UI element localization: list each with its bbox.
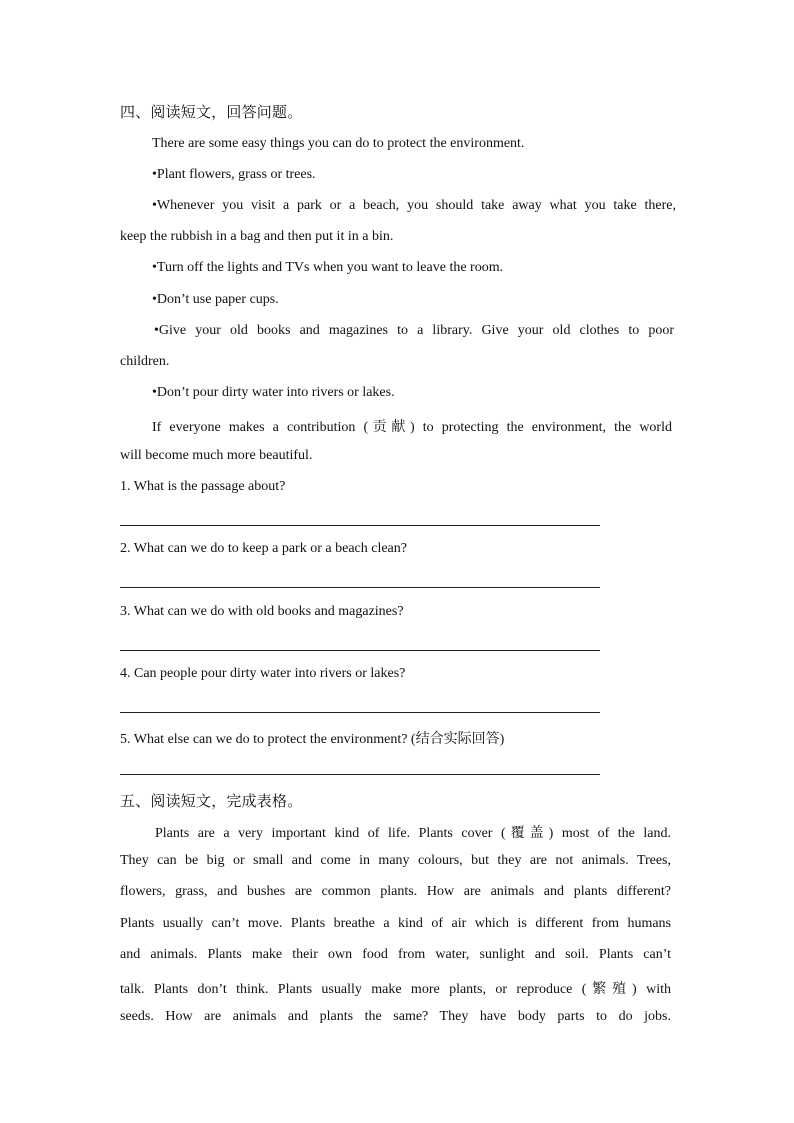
question-1: 1. What is the passage about? [120, 479, 286, 494]
answer-line-5[interactable] [120, 774, 600, 775]
passage-line: If everyone makes a contribution (贡献) to protecting the environment, the world [152, 420, 672, 435]
passage-line: •Don’t use paper cups. [152, 292, 279, 307]
answer-line-1[interactable] [120, 525, 600, 526]
question-5: 5. What else can we do to protect the environment? (结合实际回答) [120, 732, 505, 747]
passage-line: children. [120, 354, 170, 369]
section4-heading: 四、阅读短文，回答问题。 [120, 103, 303, 121]
passage2-line: talk. Plants don’t think. Plants usually make more plants, or reproduce (繁殖) with [120, 982, 671, 997]
question-4: 4. Can people pour dirty water into rivers or lakes? [120, 666, 406, 681]
passage2-line: They can be big or small and come in many colours, but they are not animals. Trees, [120, 853, 671, 868]
passage2-line: flowers, grass, and bushes are common plants. How are animals and plants different? [120, 884, 671, 899]
passage-line: •Give your old books and magazines to a library. Give your old clothes to poor [154, 323, 674, 338]
passage2-line: and animals. Plants make their own food from water, sunlight and soil. Plants can’t [120, 947, 671, 962]
passage-line: will become much more beautiful. [120, 448, 313, 463]
question-3: 3. What can we do with old books and magazines? [120, 604, 404, 619]
answer-line-3[interactable] [120, 650, 600, 651]
answer-line-2[interactable] [120, 587, 600, 588]
passage2-line: Plants are a very important kind of life. Plants cover (覆盖) most of the land. [155, 826, 671, 841]
answer-line-4[interactable] [120, 712, 600, 713]
passage-line: •Don’t pour dirty water into rivers or lakes. [152, 385, 395, 400]
question-2: 2. What can we do to keep a park or a beach clean? [120, 541, 407, 556]
section5-heading: 五、阅读短文，完成表格。 [120, 792, 303, 810]
passage-line: •Turn off the lights and TVs when you want to leave the room. [152, 260, 504, 275]
passage2-line: seeds. How are animals and plants the same? They have body parts to do jobs. [120, 1009, 671, 1024]
passage2-line: Plants usually can’t move. Plants breathe a kind of air which is different from humans [120, 916, 671, 931]
passage-line: keep the rubbish in a bag and then put it in a bin. [120, 229, 394, 244]
passage-line: •Whenever you visit a park or a beach, you should take away what you take there, [152, 198, 676, 213]
passage-line: There are some easy things you can do to protect the environment. [152, 136, 525, 151]
passage-line: •Plant flowers, grass or trees. [152, 167, 316, 182]
